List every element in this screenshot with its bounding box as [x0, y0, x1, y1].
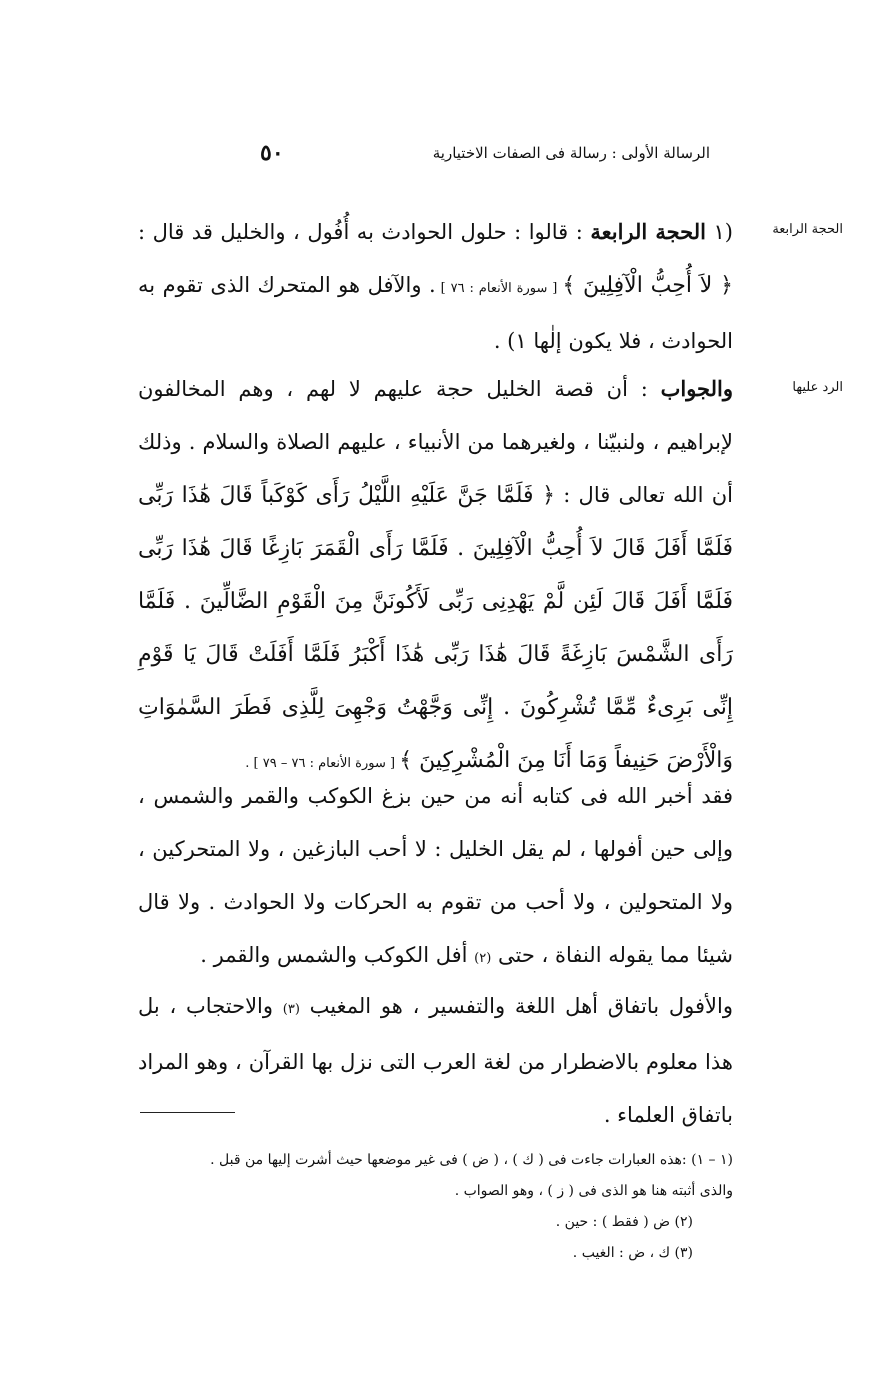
footnote-1-continued: والذى أثبته هنا هو الذى فى ( ز ) ، وهو الصواب . — [454, 1183, 733, 1199]
quran-verse: ﴿ فَلَمَّا جَنَّ عَلَيْهِ اللَّيْلُ رَأَى كَوْكَباً قَالَ هَٰذَا رَبِّى فَلَمَّا أَفَلَ قَالَ لاَ أُحِبُّ الْآفِلِينَ . فَلَمَّا رَأَى الْقَمَرَ بَازِغًا قَالَ هَٰذَا رَبِّى فَلَمَّا أَفَلَ قَالَ لَئِن لَّمْ يَهْدِنِى رَبِّى لَأَكُونَنَّ مِنَ الْقَوْمِ الضَّالِّينَ . فَلَمَّا رَأَى الشَّمْسَ بَازِغَةً قَالَ هَٰذَا رَبِّى هَٰذَا أَكْبَرُ فَلَمَّا أَفَلَتْ قَالَ يَا قَوْمِ إِنِّى بَرِىءٌ مِّمَّا تُشْرِكُونَ . إِنِّى وَجَّهْتُ وَجْهِىَ لِلَّذِى فَطَرَ السَّمٰوَاتِ وَالْأَرْضَ حَنِيفاً وَمَا أَنَا مِنَ الْمُشْرِكِينَ ﴾ — [138, 483, 733, 773]
paragraph-text: : أن قصة الخليل حجة عليهم لا لهم ، وهم المخالفون لإبراهيم ، ولنبيّنا ، ولغيرهما من الأنبياء ، عليهم الصلاة والسلام . وذلك أن الله تعالى قال : — [138, 377, 733, 507]
paragraph-fourth-argument — [138, 205, 733, 368]
paragraph-text: والاحتجاب ، بل هذا معلوم بالاضطرار من لغة العرب التى نزل بها القرآن ، وهو المراد باتفاق العلماء . — [138, 994, 733, 1127]
paragraph-lead: الحجة الرابعة — [590, 219, 706, 244]
paragraph-text: والأفول باتفاق أهل اللغة والتفسير ، هو المغيب — [299, 994, 733, 1018]
paragraph-text: أفل الكوكب والشمس والقمر . — [200, 943, 475, 967]
margin-note-reply: الرد عليها — [792, 380, 843, 395]
footnote-mark: (٣) — [282, 1002, 300, 1017]
footnote-divider — [140, 1112, 235, 1113]
footnote-close-mark: ١) — [507, 329, 527, 353]
paragraph-reply — [138, 362, 733, 790]
margin-note-fourth-argument: الحجة الرابعة — [772, 222, 843, 237]
footnote-1: (١ – ١) :هذه العبارات جاءت فى ( ك ) ، ( ض ) فى غير موضعها حيث أشرت إليها من قبل . — [210, 1152, 733, 1168]
footnote-mark: (٢) — [474, 951, 492, 966]
paragraph-afool-meaning — [138, 980, 733, 1142]
paragraph-end: . — [493, 329, 508, 353]
page-number: ٥٠ — [260, 140, 284, 166]
running-title: الرسالة الأولى : رسالة فى الصفات الاختيارية — [432, 144, 710, 162]
footnote-2: (٢) ض ( فقط ) : حين . — [555, 1214, 693, 1230]
paragraph-text: فقد أخبر الله فى كتابه أنه من حين بزغ الكوكب والقمر والشمس ، وإلى حين أفولها ، لم يقل الخليل : لا أحب البازغين ، ولا المتحركين ، ولا المتحولين ، ولا أحب من تقوم به الحركات ولا الحوادث . ولا قال شيئا مما يقوله النفاة ، حتى — [138, 784, 733, 967]
verse-reference: [ سورة الأنعام : ٧٦ ] — [435, 281, 563, 296]
page-header — [260, 140, 710, 170]
verse-reference: [ سورة الأنعام : ٧٦ – ٧٩ ] . — [245, 756, 400, 771]
paragraph-khalil-story — [138, 770, 733, 985]
footnote-3: (٣) ك ، ض : الغيب . — [572, 1245, 693, 1261]
footnote-open-mark: (١ — [713, 220, 733, 244]
paragraph-lead: والجواب — [660, 376, 733, 401]
quran-verse: ﴿ لاَ أُحِبُّ الْآفِلِينَ ﴾ — [562, 273, 733, 298]
footnotes — [133, 1145, 733, 1269]
paragraph-text: . والآفل هو المتحرك الذى تقوم به الحوادث ، فلا يكون إلٰها — [138, 273, 733, 353]
paragraph-text: : قالوا : حلول الحوادث به أُفُول ، والخليل قد قال : — [138, 220, 591, 244]
